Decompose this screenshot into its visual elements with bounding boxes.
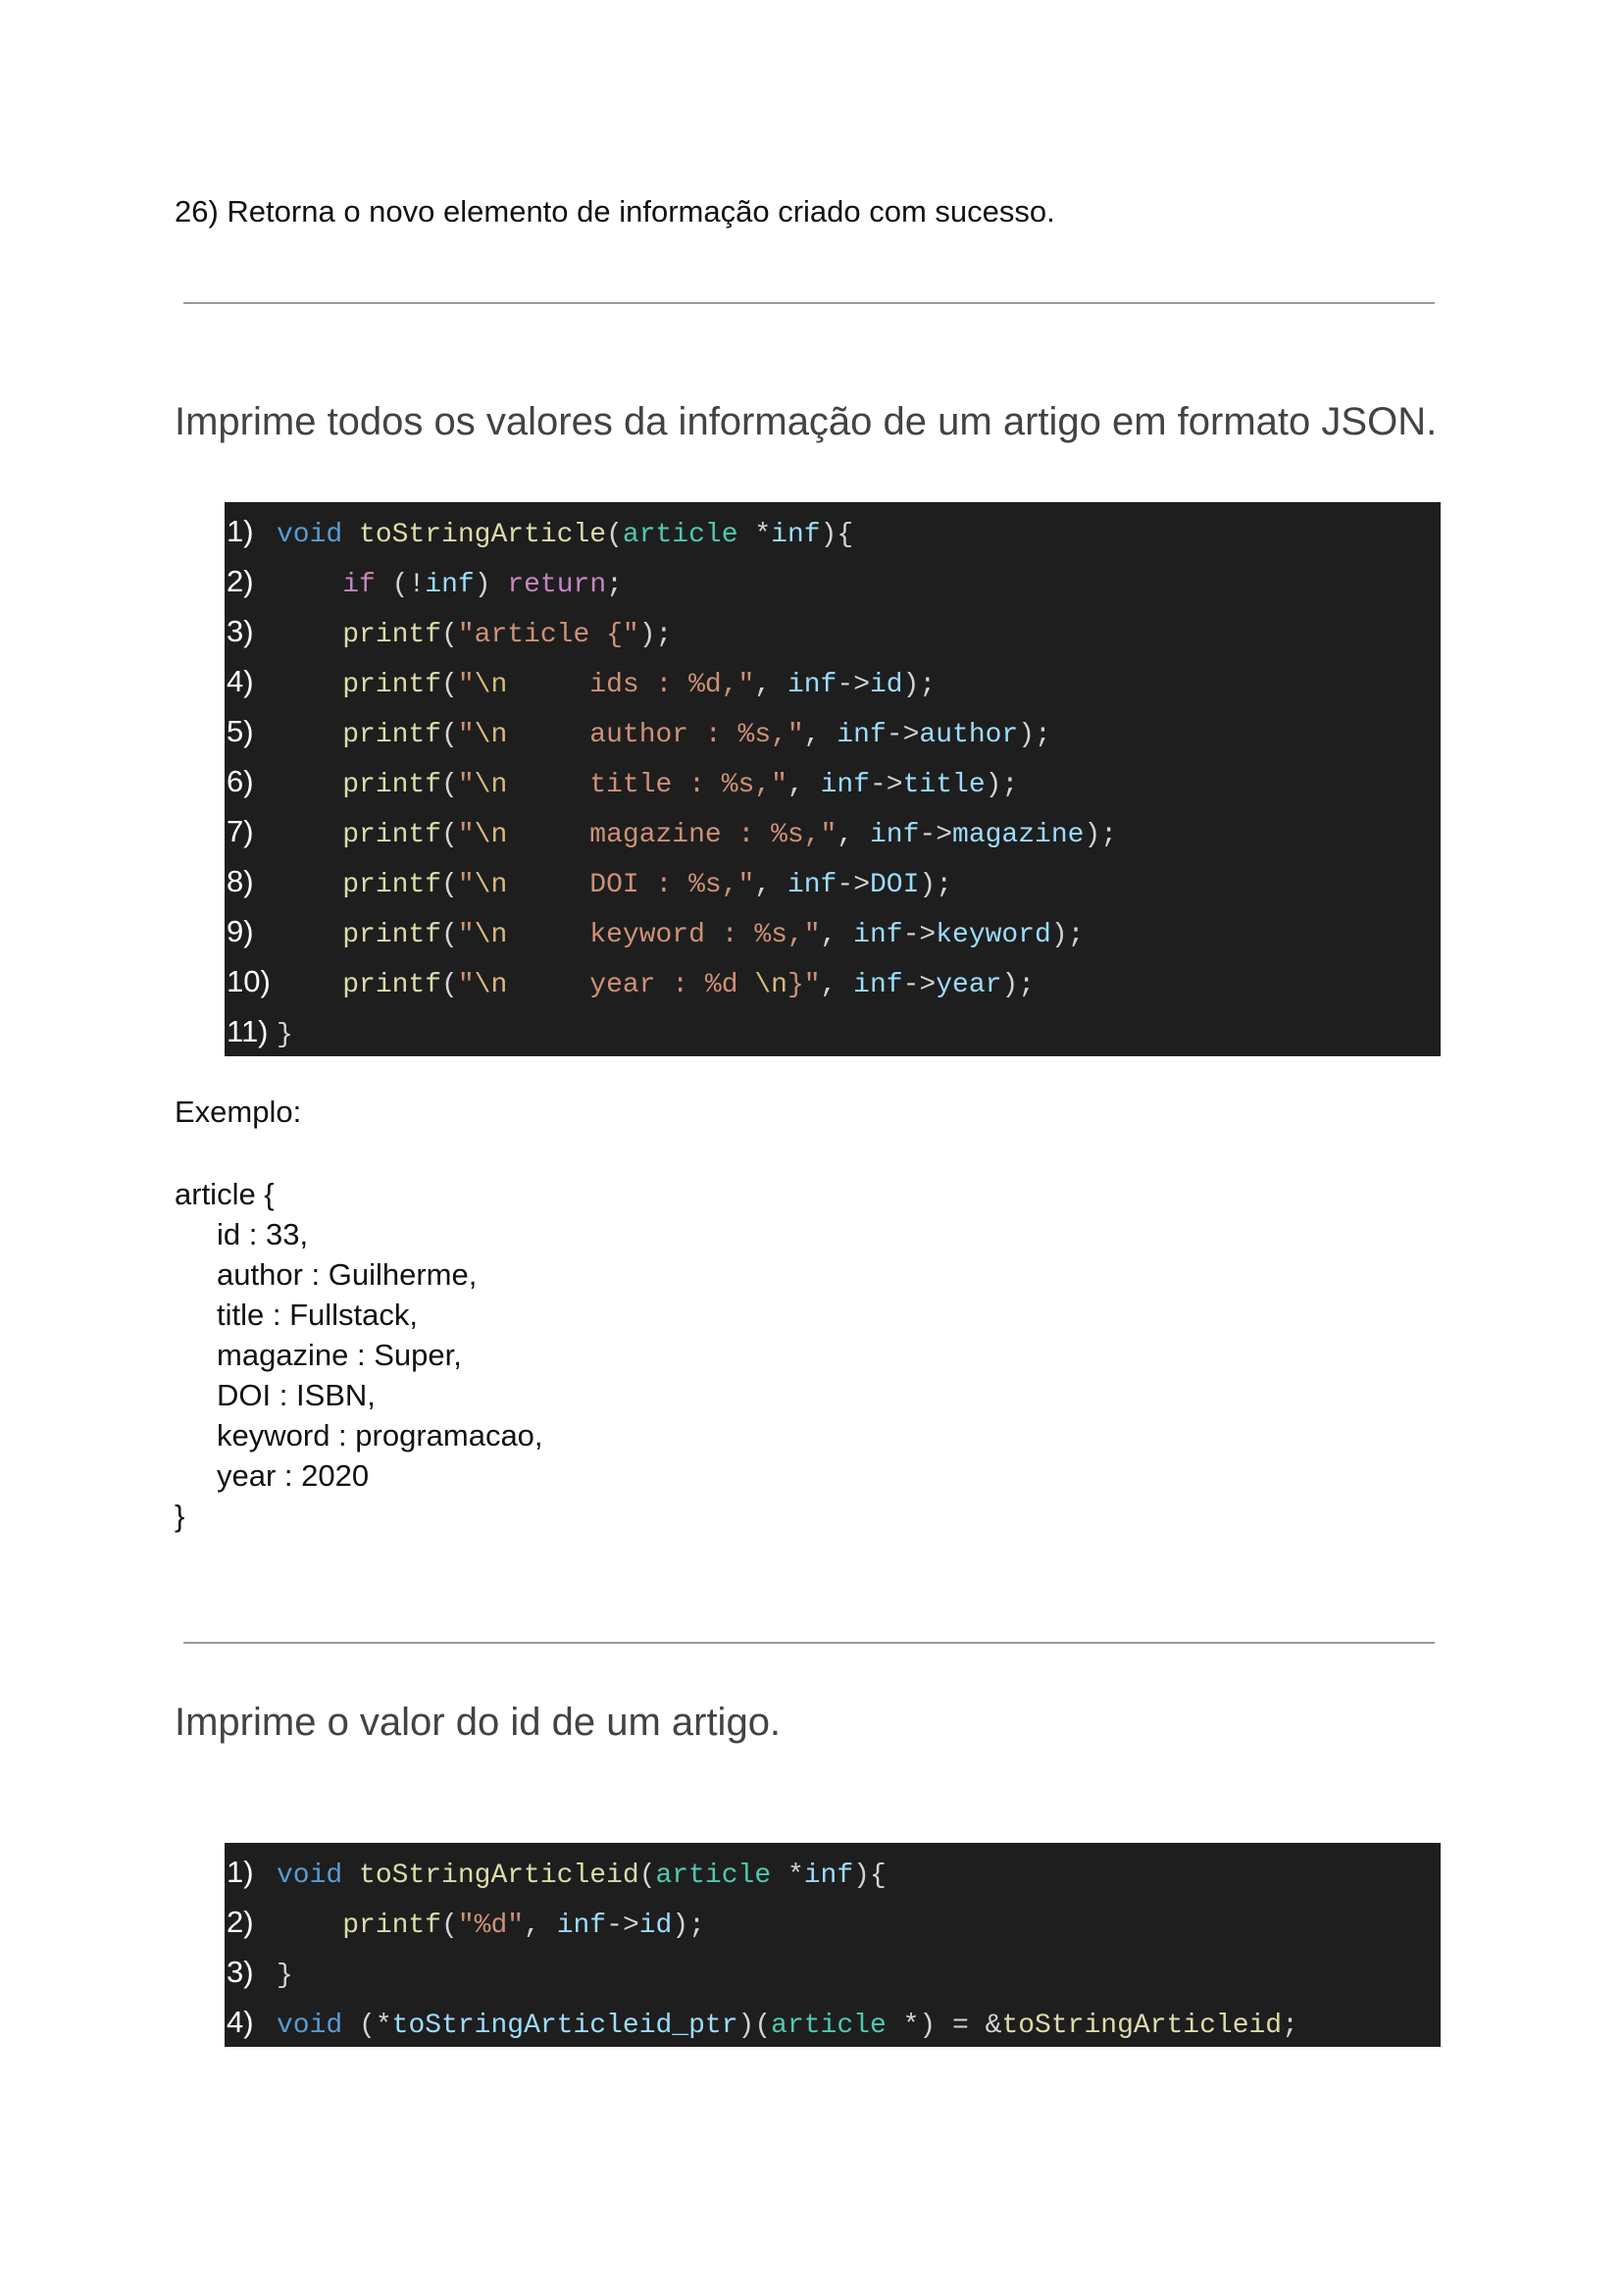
example-line: title : Fullstack,	[217, 1298, 418, 1332]
code-text: printf("article {");	[342, 620, 673, 650]
line-number: 4)	[227, 664, 254, 698]
code-line	[225, 956, 1441, 1006]
code-text: printf("\n DOI : %s,", inf->DOI);	[342, 870, 953, 900]
line-number: 11)	[227, 1014, 269, 1048]
code-line	[225, 1947, 1441, 1997]
code-line	[225, 506, 1441, 556]
line-number: 5)	[227, 714, 254, 748]
example-line: article {	[175, 1177, 275, 1211]
line-number: 6)	[227, 764, 254, 798]
code-text: if (!inf) return;	[342, 570, 623, 600]
line-number: 9)	[227, 914, 254, 948]
code-line	[225, 706, 1441, 756]
example-line: DOI : ISBN,	[217, 1378, 376, 1412]
code-line	[225, 756, 1441, 806]
example-line: }	[175, 1499, 185, 1533]
line-number: 1)	[227, 514, 254, 548]
code-line	[225, 1847, 1441, 1897]
code-text: void toStringArticleid(article *inf){	[277, 1861, 887, 1891]
code-line	[225, 606, 1441, 656]
line-number: 7)	[227, 814, 254, 848]
line-number: 8)	[227, 864, 254, 898]
code-line	[225, 806, 1441, 856]
line-number: 3)	[227, 614, 254, 648]
example-line: author : Guilherme,	[217, 1257, 478, 1292]
code-text: printf("\n keyword : %s,", inf->keyword);	[342, 920, 1085, 950]
divider	[183, 302, 1435, 304]
example-line: keyword : programacao,	[217, 1418, 543, 1453]
example-output	[175, 1174, 543, 1536]
code-text: }	[277, 1961, 293, 1991]
line-number: 2)	[227, 1905, 254, 1939]
divider	[183, 1642, 1435, 1644]
example-line: magazine : Super,	[217, 1338, 462, 1372]
code-line	[225, 856, 1441, 906]
code-block-tostringarticleid	[225, 1843, 1441, 2047]
code-line	[225, 656, 1441, 706]
line-number: 4)	[227, 2005, 254, 2039]
code-line	[225, 556, 1441, 606]
code-text: }	[277, 1020, 293, 1050]
example-line: year : 2020	[217, 1458, 370, 1493]
line-number: 1)	[227, 1855, 254, 1889]
line-number: 3)	[227, 1955, 254, 1989]
line-number: 2)	[227, 564, 254, 598]
section-heading-id: Imprime o valor do id de um artigo.	[175, 1701, 782, 1744]
example-line: id : 33,	[217, 1217, 309, 1251]
step-26-text: 26) Retorna o novo elemento de informação criado com sucesso.	[175, 194, 1055, 229]
code-text: void toStringArticle(article *inf){	[277, 520, 854, 550]
code-block-tostringarticle	[225, 502, 1441, 1056]
code-line	[225, 1897, 1441, 1947]
section-heading-tostring: Imprime todos os valores da informação de um artigo em formato JSON.	[175, 400, 1438, 443]
code-line	[225, 1997, 1441, 2047]
code-text: printf("\n year : %d \n}", inf->year);	[342, 970, 1036, 1000]
code-text: printf("\n ids : %d,", inf->id);	[342, 670, 937, 700]
line-number: 10)	[227, 964, 271, 998]
code-text: printf("\n title : %s,", inf->title);	[342, 770, 1019, 800]
example-label: Exemplo:	[175, 1095, 302, 1129]
code-text: printf("\n magazine : %s,", inf->magazine);	[342, 820, 1118, 850]
code-text: printf("%d", inf->id);	[342, 1911, 705, 1941]
code-text: void (*toStringArticleid_ptr)(article *) = &toStringArticleid;	[277, 2011, 1298, 2041]
code-line	[225, 1006, 1441, 1056]
code-line	[225, 906, 1441, 956]
code-text: printf("\n author : %s,", inf->author);	[342, 720, 1051, 750]
